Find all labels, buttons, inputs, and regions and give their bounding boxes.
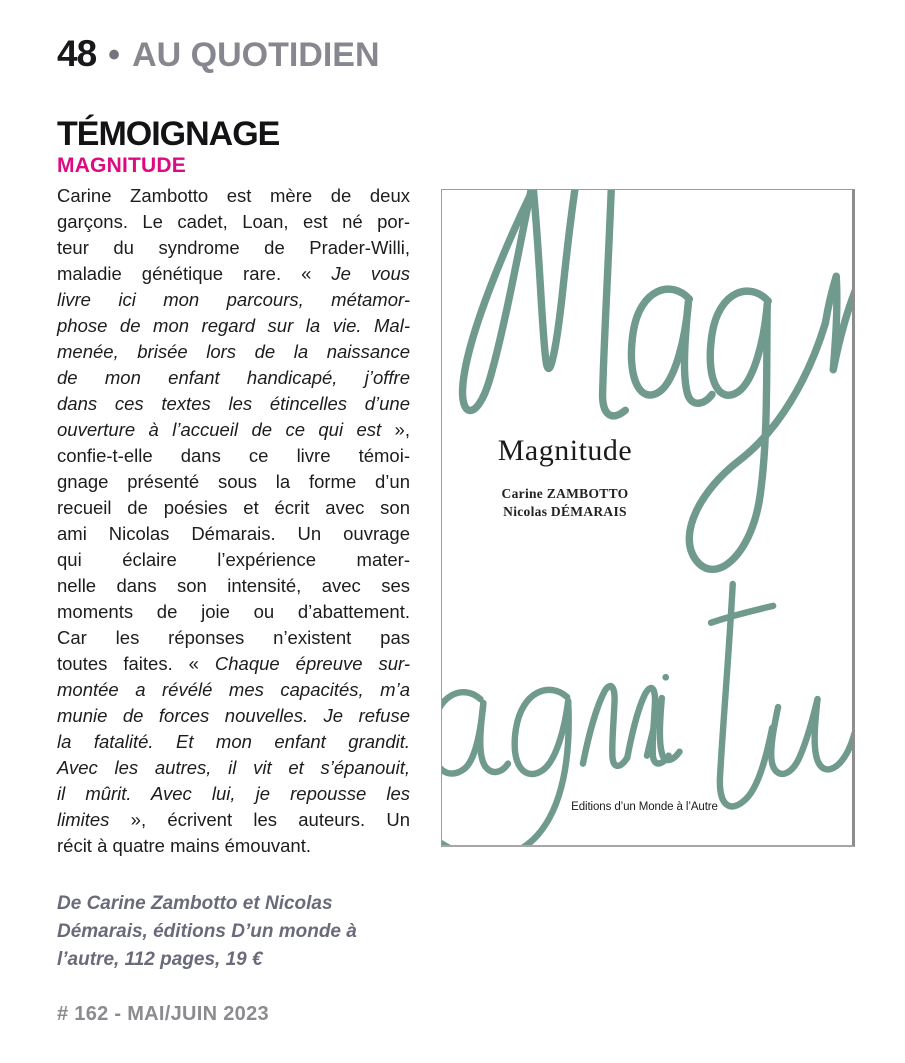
article-column <box>57 116 410 974</box>
issue-footer: # 162 - MAI/JUIN 2023 <box>57 1003 269 1025</box>
body-line: Carine Zambotto est mère de deux <box>57 185 410 206</box>
page-number: 48 <box>57 33 97 74</box>
body-line: maladie génétique rare. « Je vous <box>57 263 410 284</box>
page-header <box>57 33 380 75</box>
body-line: toutes faites. « Chaque épreuve sur- <box>57 653 410 674</box>
body-line: livre ici mon parcours, métamor- <box>57 289 410 310</box>
body-line: ouverture à l’accueil de ce qui est », <box>57 419 410 440</box>
body-line: munie de forces nouvelles. Je refuse <box>57 705 410 726</box>
cover-publisher: Editions d’un Monde à l’Autre <box>571 801 718 813</box>
cover-title: Magnitude <box>497 434 633 467</box>
credit-line: l’autre, 112 pages, 19 € <box>57 949 263 970</box>
article-kicker: TÉMOIGNAGE <box>57 115 280 153</box>
credit-line: Démarais, éditions D’un monde à <box>57 921 357 942</box>
cover-authors <box>442 485 688 521</box>
section-label: AU QUOTIDIEN <box>132 36 380 74</box>
cover-author: Nicolas DÉMARAIS <box>503 504 627 519</box>
body-line: il mûrit. Avec lui, je repousse les <box>57 783 410 804</box>
body-line: qui éclaire l’expérience mater- <box>57 549 410 570</box>
body-line: montée a révélé mes capacités, m’a <box>57 679 410 700</box>
article-credit <box>57 890 410 974</box>
credit-line: De Carine Zambotto et Nicolas <box>57 893 333 914</box>
body-line: dans ces textes les étincelles d’une <box>57 393 410 414</box>
body-line: limites », écrivent les auteurs. Un <box>57 809 410 830</box>
article-title: MAGNITUDE <box>57 154 186 177</box>
body-line: recueil de poésies et écrit avec son <box>57 497 410 518</box>
header-bullet-icon: • <box>108 36 121 74</box>
body-line: menée, brisée lors de la naissance <box>57 341 410 362</box>
cover-author: Carine ZAMBOTTO <box>501 486 629 501</box>
body-line: phose de mon regard sur la vie. Mal- <box>57 315 410 336</box>
body-line: de mon enfant handicapé, j’offre <box>57 367 410 388</box>
body-line: la fatalité. Et mon enfant grandit. <box>57 731 410 752</box>
body-line: récit à quatre mains émouvant. <box>57 835 311 856</box>
body-line: Car les réponses n’existent pas <box>57 627 410 648</box>
body-line: confie-t-elle dans ce livre témoi- <box>57 445 410 466</box>
body-line: nelle dans son intensité, avec ses <box>57 575 410 596</box>
body-line: garçons. Le cadet, Loan, est né por- <box>57 211 410 232</box>
body-line: moments de joie ou d’abattement. <box>57 601 410 622</box>
body-line: teur du syndrome de Prader-Willi, <box>57 237 410 258</box>
book-cover-image <box>441 189 855 847</box>
article-body <box>57 183 410 859</box>
body-line: gnage présenté sous la forme d’un <box>57 471 410 492</box>
body-line: ami Nicolas Démarais. Un ouvrage <box>57 523 410 544</box>
body-line: Avec les autres, il vit et s’épanouit, <box>57 757 410 778</box>
